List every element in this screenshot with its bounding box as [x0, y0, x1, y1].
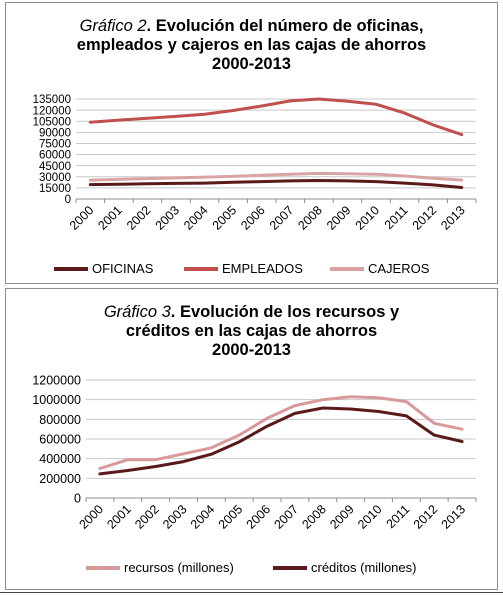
legend-swatch	[86, 566, 120, 570]
chart-panel-recursos	[5, 288, 498, 590]
x-tick-label: 2011	[381, 203, 411, 233]
x-tick-label: 2013	[438, 502, 469, 532]
x-tick-label: 2010	[352, 203, 383, 233]
legend-swatch	[330, 267, 364, 271]
title-separator: .	[170, 303, 180, 321]
title-text-2: créditos en las cajas de ahorros	[125, 322, 378, 340]
x-tick-label: 2013	[438, 203, 468, 233]
x-tick-label: 2001	[95, 203, 125, 233]
title-text-3: 2000-2013	[212, 341, 291, 359]
legend-item-recursos	[86, 560, 234, 575]
legend-label: recursos (millones)	[124, 560, 234, 575]
y-tick-label: 800000	[39, 412, 81, 427]
title-separator: .	[146, 17, 156, 35]
x-tick-label: 2007	[266, 203, 297, 233]
x-tick-label: 2004	[181, 203, 211, 233]
legend-item-oficinas	[54, 261, 153, 276]
title-text-1: Evolución de los recursos y	[179, 303, 400, 321]
title-text-3: 2000-2013	[212, 55, 291, 73]
legend-item-creditos	[273, 560, 416, 575]
x-tick-label: 2010	[355, 502, 385, 532]
y-tick-label: 120000	[32, 105, 71, 118]
series-line-empleados	[90, 99, 461, 135]
chart-panel-oficinas	[5, 2, 498, 284]
line-chart-svg	[6, 289, 497, 589]
y-tick-label: 60000	[39, 149, 71, 162]
page-bottom-rule	[0, 592, 503, 593]
x-tick-label: 2011	[383, 502, 413, 532]
x-tick-label: 2008	[299, 502, 329, 532]
legend-label: créditos (millones)	[311, 560, 417, 575]
title-figure-number: Gráfico 3	[103, 303, 171, 321]
legend-label: OFICINAS	[92, 261, 154, 276]
x-tick-label: 2005	[209, 203, 240, 233]
line-chart-svg	[6, 3, 497, 283]
legend-swatch	[54, 267, 88, 271]
x-tick-label: 2012	[409, 203, 440, 233]
x-tick-label: 2009	[323, 203, 354, 233]
y-tick-label: 1000000	[32, 393, 81, 408]
y-tick-label: 90000	[39, 127, 71, 140]
legend-swatch	[184, 267, 218, 271]
y-tick-label: 135000	[32, 94, 71, 107]
x-tick-label: 2000	[76, 502, 107, 532]
x-tick-label: 2005	[215, 502, 246, 532]
y-tick-label: 45000	[39, 160, 71, 173]
x-tick-label: 2006	[238, 203, 268, 233]
title-text-2: empleados y cajeros en las cajas de ahorros	[76, 36, 427, 54]
x-tick-label: 2009	[327, 502, 357, 532]
x-tick-label: 2007	[271, 502, 302, 532]
y-tick-label: 0	[74, 491, 81, 506]
x-tick-label: 2003	[160, 502, 190, 532]
legend-item-cajeros	[330, 261, 429, 276]
x-tick-label: 2004	[187, 502, 218, 532]
x-tick-label: 2001	[104, 502, 134, 532]
series-line-oficinas	[90, 181, 461, 188]
y-tick-label: 105000	[32, 116, 71, 129]
series-line-creditos	[100, 408, 462, 474]
y-tick-label: 15000	[39, 183, 71, 196]
y-tick-label: 75000	[39, 138, 71, 151]
title-figure-number: Gráfico 2	[79, 17, 147, 35]
x-tick-label: 2000	[66, 203, 97, 233]
legend-item-empleados	[184, 261, 303, 276]
y-tick-label: 200000	[39, 471, 81, 486]
x-tick-label: 2002	[132, 502, 162, 532]
y-tick-label: 1200000	[32, 373, 81, 388]
legend-label: CAJEROS	[368, 261, 430, 276]
title-text-1: Evolución del número de oficinas,	[155, 17, 424, 35]
legend-label: EMPLEADOS	[222, 261, 303, 276]
y-tick-label: 400000	[39, 452, 81, 467]
y-tick-label: 0	[64, 194, 71, 207]
x-tick-label: 2006	[243, 502, 274, 532]
y-tick-label: 30000	[39, 171, 71, 184]
x-tick-label: 2002	[123, 203, 154, 233]
x-tick-label: 2008	[295, 203, 325, 233]
x-tick-label: 2012	[410, 502, 441, 532]
y-tick-label: 600000	[39, 432, 81, 447]
legend-swatch	[273, 566, 307, 570]
x-tick-label: 2003	[152, 203, 183, 233]
series-line-recursos	[100, 397, 462, 469]
